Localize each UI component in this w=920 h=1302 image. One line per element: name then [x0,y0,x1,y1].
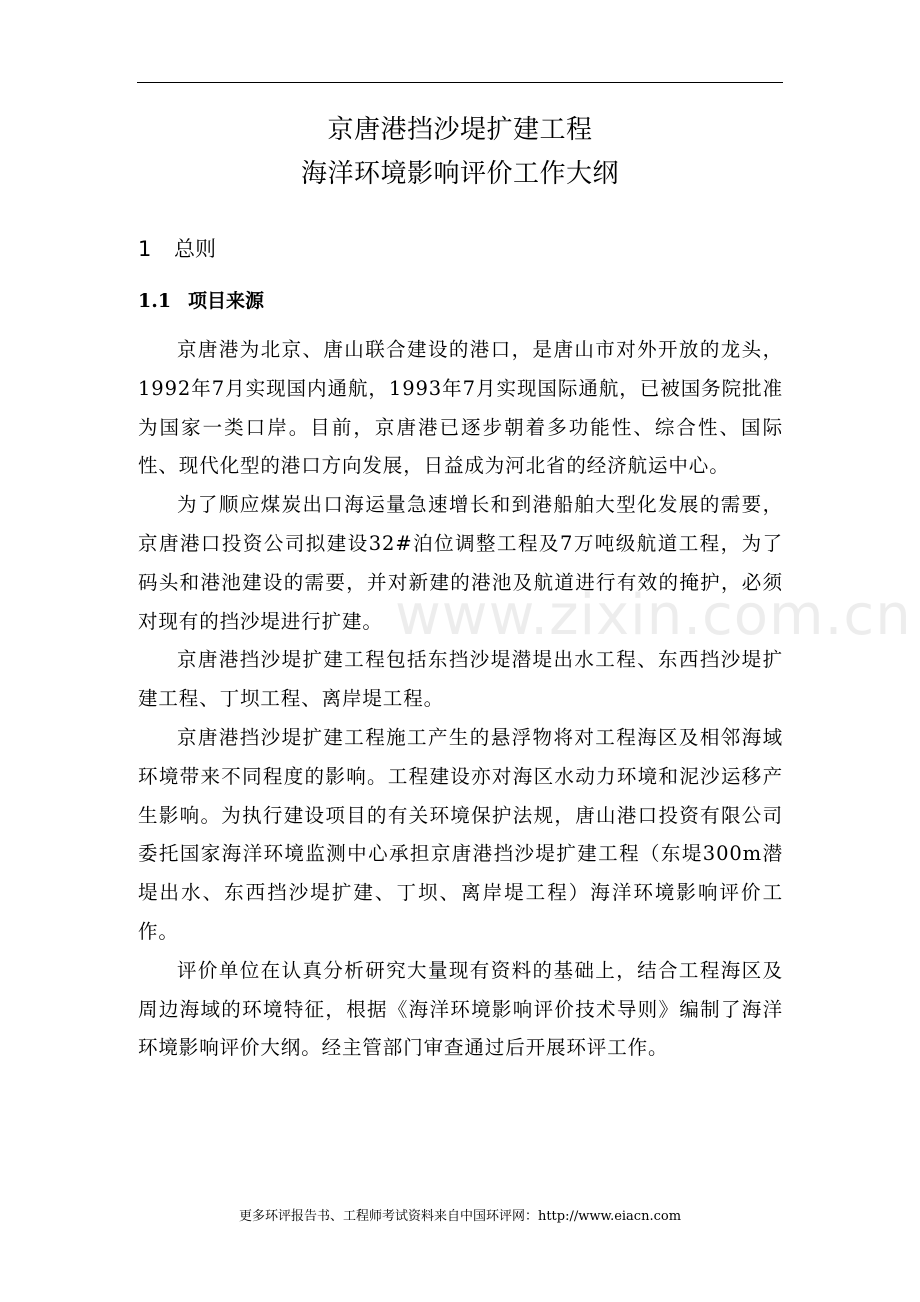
subsection-title: 项目来源 [188,290,265,312]
paragraph-1: 京唐港为北京、唐山联合建设的港口，是唐山市对外开放的龙头，1992年7月实现国内通航，1993年7月实现国际通航，已被国务院批准为国家一类口岸。目前，京唐港已逐步朝着多功能性、综合性、国际性、现代化型的港口方向发展，日益成为河北省的经济航运中心。 [138,338,783,478]
paragraph-2: 为了顺应煤炭出口海运量急速增长和到港船舶大型化发展的需要，京唐港口投资公司拟建设32#泊位调整工程及7万吨级航道工程，为了码头和港池建设的需要，并对新建的港池及航道进行有效的掩护，必须对现有的挡沙堤进行扩建。 [138,493,783,633]
paragraph-4: 京唐港挡沙堤扩建工程施工产生的悬浮物将对工程海区及相邻海域环境带来不同程度的影响。工程建设亦对海区水动力环境和泥沙运移产生影响。为执行建设项目的有关环境保护法规，唐山港口投资有限公司委托国家海洋环境监测中心承担京唐港挡沙堤扩建工程（东堤300m潜堤出水、东西挡沙堤扩建、丁坝、离岸堤工程）海洋环境影响评价工作。 [138,725,783,943]
paragraph-5: 评价单位在认真分析研究大量现有资料的基础上，结合工程海区及周边海域的环境特征，根据《海洋环境影响评价技术导则》编制了海洋环境影响评价大纲。经主管部门审查通过后开展环评工作。 [138,958,783,1060]
section-heading [138,234,216,264]
document-title-line-2: 海洋环境影响评价工作大纲 [300,159,619,189]
subsection-heading [138,286,264,316]
section-title: 总则 [174,237,216,261]
watermark: www.zixin.com.cn [395,583,912,648]
paragraph-3: 京唐港挡沙堤扩建工程包括东挡沙堤潜堤出水工程、东西挡沙堤扩建工程、丁坝工程、离岸堤工程。 [138,648,783,711]
section-number: 1 [138,237,152,261]
subsection-number: 1.1 [138,290,172,312]
document-title-line-1: 京唐港挡沙堤扩建工程 [327,115,593,145]
page-footer: 更多环评报告书、工程师考试资料来自中国环评网：http://www.eiacn.com [238,1209,682,1224]
body-text [138,331,783,1068]
header-rule [137,82,783,83]
